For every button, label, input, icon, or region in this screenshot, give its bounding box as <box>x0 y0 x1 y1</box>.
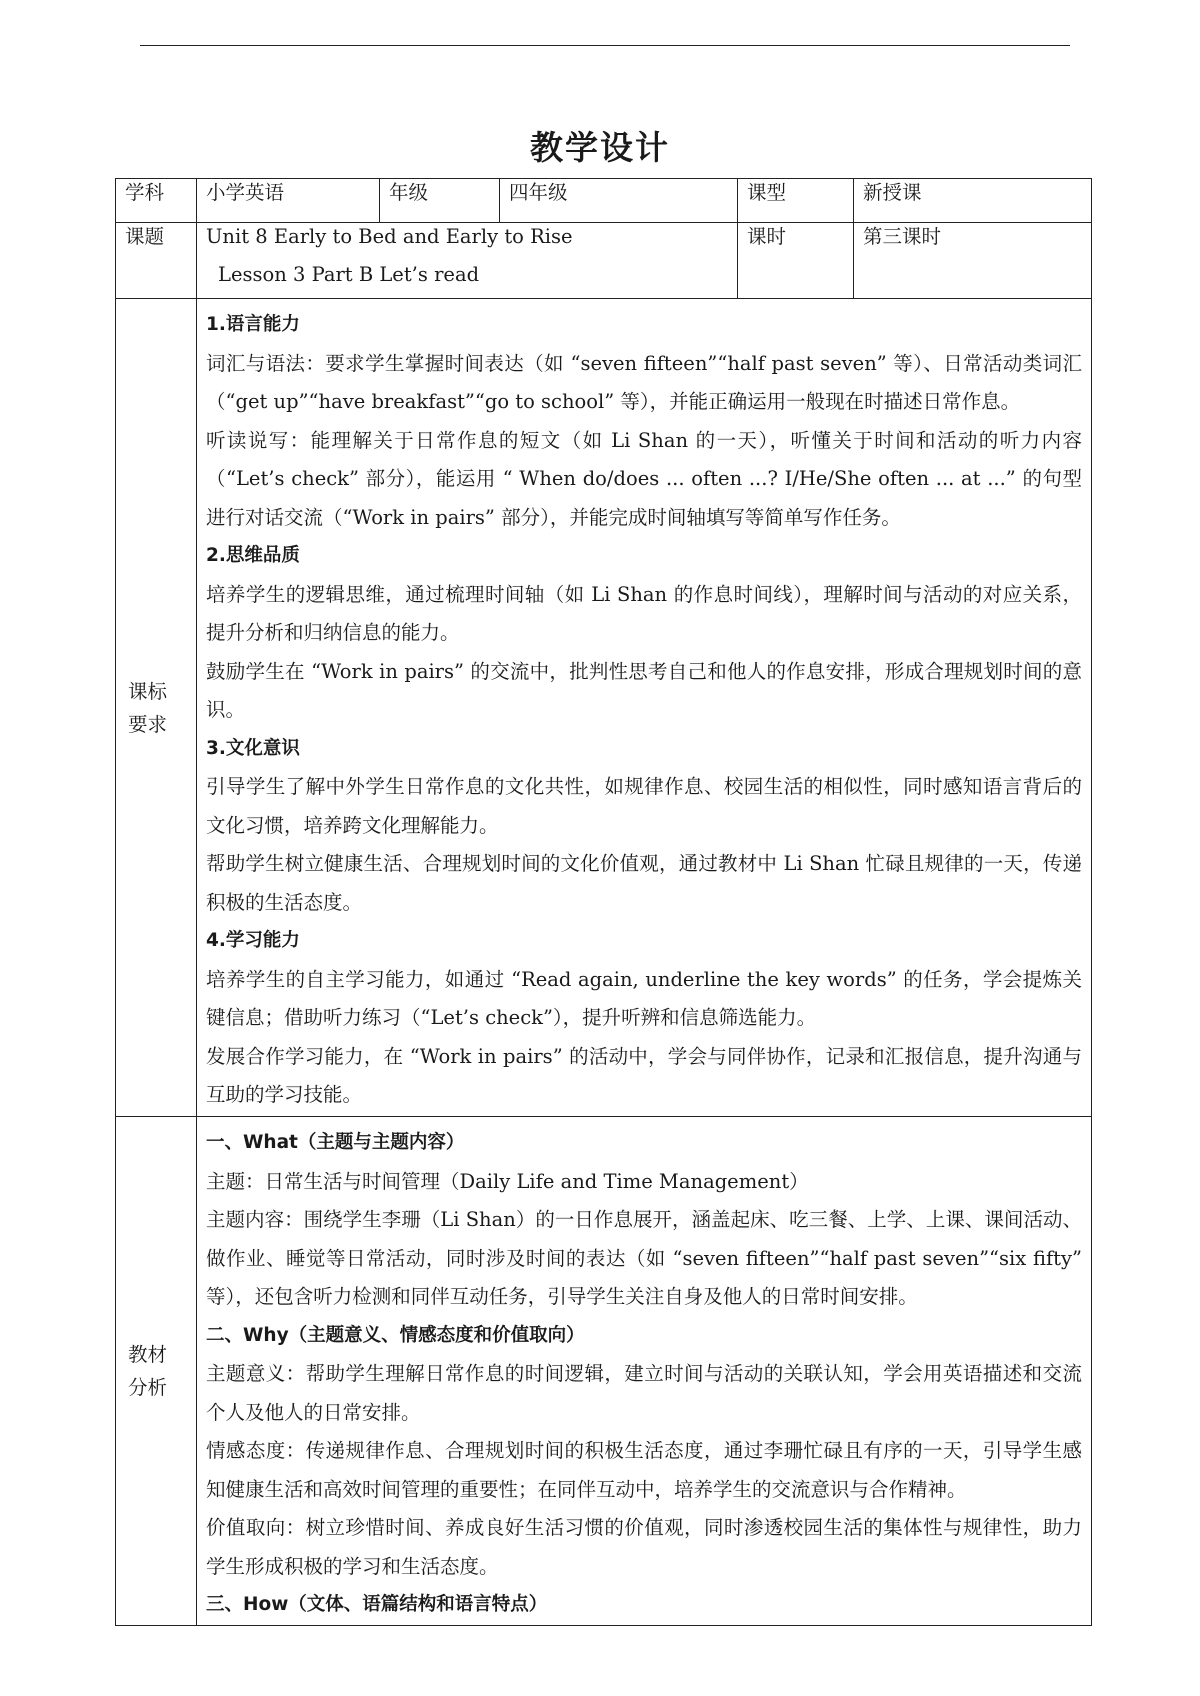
section-paragraph: 情感态度：传递规律作息、合理规划时间的积极生活态度，通过李珊忙碌且有序的一天，引导学生感知健康生活和高效时间管理的重要性；在同伴互动中，培养学生的交流意识与合作精神。 <box>206 1439 1082 1501</box>
curriculum-content <box>197 299 1092 1117</box>
header-rule <box>140 45 1070 46</box>
section-heading: 二、Why（主题意义、情感态度和价值取向） <box>206 1324 585 1346</box>
analysis-label <box>116 1117 197 1626</box>
section-heading: 一、What（主题与主题内容） <box>206 1132 465 1153</box>
section-heading: 3.文化意识 <box>206 737 300 759</box>
lesson-design-table <box>115 178 1092 1626</box>
lesson-type-label: 课型 <box>738 179 854 223</box>
analysis-row <box>116 1117 1092 1626</box>
section-heading: 2.思维品质 <box>206 545 300 566</box>
section-heading: 4.学习能力 <box>206 930 300 951</box>
topic-label: 课题 <box>116 223 197 299</box>
section-paragraph: 主题内容：围绕学生李珊（Li Shan）的一日作息展开，涵盖起床、吃三餐、上学、上课、课间活动、做作业、睡觉等日常活动，同时涉及时间的表达（如 “seven fifteen”“half past seven”“six fifty” 等），还包含听力检测和同伴互动任务，引导学生关注自身及他人的日常时间安排。 <box>206 1208 1082 1308</box>
section-paragraph: 主题：日常生活与时间管理（Daily Life and Time Management） <box>206 1169 809 1193</box>
section-heading: 1.语言能力 <box>206 314 300 335</box>
section-paragraph: 引导学生了解中外学生日常作息的文化共性，如规律作息、校园生活的相似性，同时感知语言背后的文化习惯，培养跨文化理解能力。 <box>206 775 1082 837</box>
section-paragraph: 鼓励学生在 “Work in pairs” 的交流中，批判性思考自己和他人的作息安排，形成合理规划时间的意识。 <box>206 659 1082 721</box>
analysis-label-line2: 分析 <box>128 1375 168 1399</box>
section-paragraph: 主题意义：帮助学生理解日常作息的时间逻辑，建立时间与活动的关联认知，学会用英语描述和交流个人及他人的日常安排。 <box>206 1362 1082 1424</box>
grade-value: 四年级 <box>500 179 738 223</box>
topic-lesson-line: Lesson 3 Part B Let’s read <box>218 263 480 286</box>
analysis-label-line1: 教材 <box>128 1342 168 1366</box>
section-paragraph: 发展合作学习能力，在 “Work in pairs” 的活动中，学会与同伴协作，记录和汇报信息，提升沟通与互助的学习技能。 <box>206 1044 1082 1106</box>
subject-label: 学科 <box>116 179 197 223</box>
curriculum-label-line2: 要求 <box>128 712 168 736</box>
document-title: 教学设计 <box>530 128 670 167</box>
info-row <box>116 179 1092 223</box>
section-paragraph: 词汇与语法：要求学生掌握时间表达（如 “seven fifteen”“half past seven” 等）、日常活动类词汇（“get up”“have breakfast”“go to school” 等），并能正确运用一般现在时描述日常作息。 <box>206 351 1082 413</box>
curriculum-row <box>116 299 1092 1117</box>
analysis-content <box>197 1117 1092 1626</box>
section-paragraph: 价值取向：树立珍惜时间、养成良好生活习惯的价值观，同时渗透校园生活的集体性与规律性，助力学生形成积极的学习和生活态度。 <box>206 1516 1082 1578</box>
lesson-type-value: 新授课 <box>854 179 1092 223</box>
subject-value: 小学英语 <box>197 179 380 223</box>
period-value: 第三课时 <box>854 223 1092 299</box>
topic-value <box>197 223 738 299</box>
section-heading: 三、How（文体、语篇结构和语言特点） <box>206 1594 548 1615</box>
section-paragraph: 培养学生的逻辑思维，通过梳理时间轴（如 Li Shan 的作息时间线），理解时间与活动的对应关系，提升分析和归纳信息的能力。 <box>206 582 1082 644</box>
curriculum-label <box>116 299 197 1117</box>
curriculum-label-line1: 课标 <box>128 679 168 703</box>
section-paragraph: 帮助学生树立健康生活、合理规划时间的文化价值观，通过教材中 Li Shan 忙碌且规律的一天，传递积极的生活态度。 <box>206 852 1082 914</box>
section-paragraph: 培养学生的自主学习能力，如通过 “Read again, underline the key words” 的任务，学会提炼关键信息；借助听力练习（“Let’s check”），提升听辨和信息筛选能力。 <box>206 967 1082 1029</box>
topic-unit-line: Unit 8 Early to Bed and Early to Rise <box>206 225 573 248</box>
period-label: 课时 <box>738 223 854 299</box>
section-paragraph: 听读说写：能理解关于日常作息的短文（如 Li Shan 的一天），听懂关于时间和活动的听力内容（“Let’s check” 部分），能运用 “ When do/does ... often ...? I/He/She often ... at ...” 的句型进行对话交流（“Work in pairs” 部分），并能完成时间轴填写等简单写作任务。 <box>206 428 1082 529</box>
topic-row <box>116 223 1092 299</box>
grade-label: 年级 <box>380 179 500 223</box>
